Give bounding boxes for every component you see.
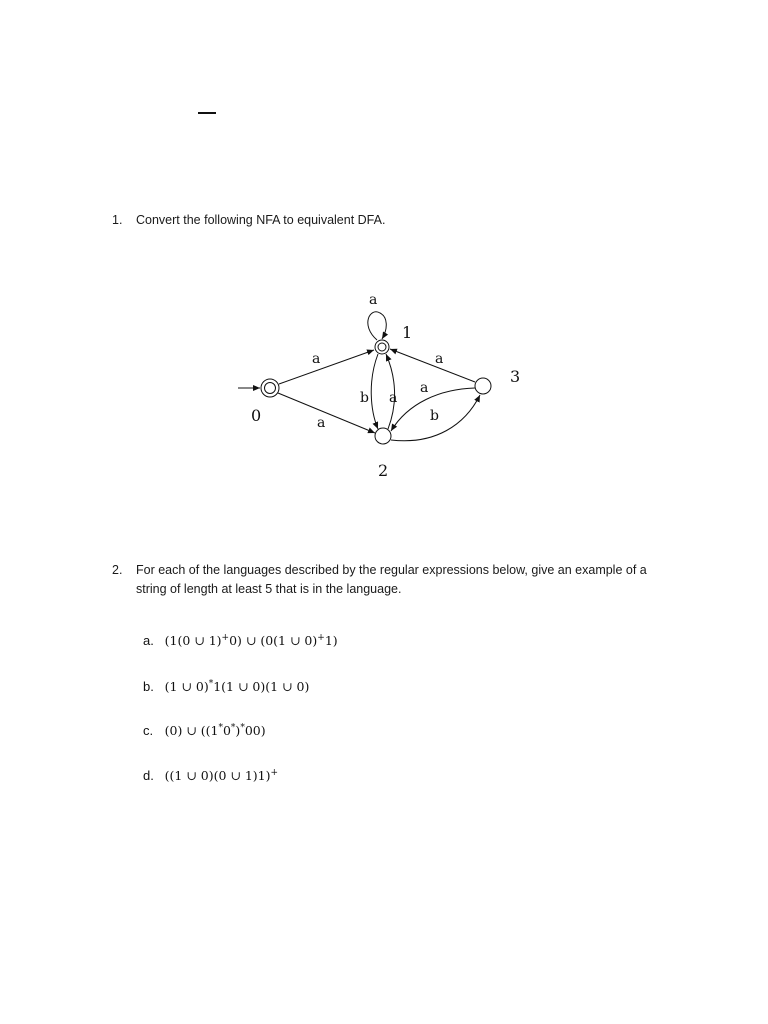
regex-expression: (0) ∪ ((1*0*)*00) (164, 723, 266, 739)
state-3-circle (475, 378, 491, 394)
edge-label-1-2: b (360, 390, 369, 406)
edge-label-2-3: b (430, 408, 439, 424)
edge-label-0-1: a (312, 351, 321, 367)
state-1-inner-circle (378, 343, 386, 351)
subpart-label: c. (143, 723, 154, 739)
state-2-circle (375, 428, 391, 444)
edge-label-3-2: a (420, 380, 429, 396)
regex-expression: (1 ∪ 0)*1(1 ∪ 0)(1 ∪ 0) (164, 679, 310, 695)
edge-1-1 (368, 312, 386, 340)
edge-label-3-1: a (435, 351, 444, 367)
edge-3-1 (390, 349, 475, 382)
subpart-label: d. (143, 768, 154, 784)
edge-label-1-1: a (369, 292, 378, 308)
question-number: 1. (112, 213, 123, 227)
state-label-3: 3 (510, 367, 521, 386)
question-text: For each of the languages described by the regular expressions below, give an example of a string of length at least 5 that is in the language. (136, 563, 647, 596)
regex-expression: (1(0 ∪ 1)+0) ∪ (0(1 ∪ 0)+1) (164, 633, 338, 649)
subpart-d (143, 768, 278, 783)
regex-expression: ((1 ∪ 0)(0 ∪ 1)1)+ (164, 768, 279, 784)
subpart-c (143, 723, 266, 738)
state-label-1: 1 (402, 323, 413, 342)
subpart-label: a. (143, 633, 154, 649)
edge-0-1 (279, 350, 374, 384)
state-1-circle (375, 340, 389, 354)
subpart-label: b. (143, 679, 154, 695)
subpart-b (143, 679, 309, 694)
state-label-2: 2 (378, 461, 389, 480)
question-number: 2. (112, 563, 123, 577)
edge-1-2 (371, 354, 378, 429)
edge-label-0-2: a (317, 415, 326, 431)
state-label-0: 0 (251, 406, 262, 425)
header-dash (198, 112, 216, 114)
nfa-diagram (230, 285, 530, 485)
state-0-inner-circle (265, 383, 276, 394)
edge-label-2-1: a (389, 390, 398, 406)
question-text: Convert the following NFA to equivalent DFA. (136, 213, 386, 227)
state-0-circle (261, 379, 279, 397)
subpart-a (143, 633, 338, 648)
